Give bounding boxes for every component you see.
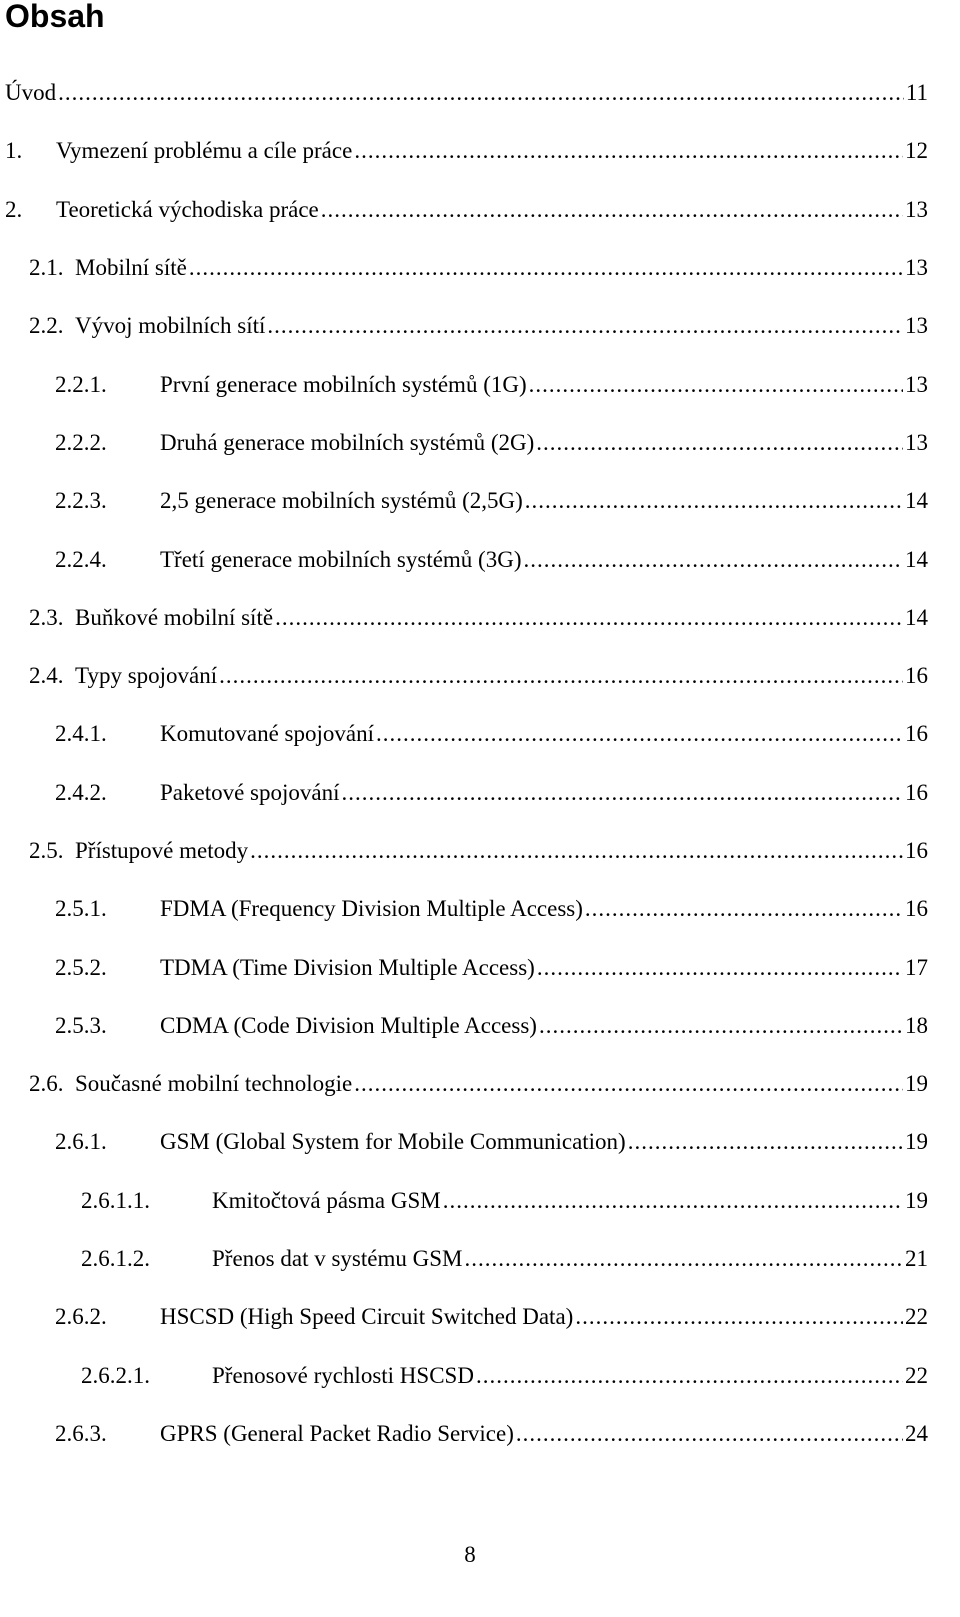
toc-entry-row	[0, 136, 960, 166]
toc-entry-number: 2.6.2.1.	[81, 1362, 150, 1388]
toc-entry[interactable]	[0, 355, 960, 413]
toc-entry-page-number: 16	[905, 663, 928, 689]
toc-entry[interactable]	[0, 822, 960, 880]
toc-entry-row	[0, 778, 960, 808]
dot-leader	[464, 1244, 903, 1274]
toc-entry[interactable]	[0, 414, 960, 472]
toc-entry[interactable]	[0, 1288, 960, 1346]
dot-leader	[354, 1069, 903, 1099]
toc-entry-page-number: 16	[905, 779, 928, 805]
toc-entry-number: 2.6.	[29, 1071, 64, 1097]
toc-entry-row	[0, 545, 960, 575]
toc-entry-number: 2.5.2.	[55, 954, 107, 980]
dot-leader	[575, 1302, 903, 1332]
toc-entry[interactable]	[0, 472, 960, 530]
toc-entry-title: Třetí generace mobilních systémů (3G)	[160, 546, 522, 572]
dot-leader	[376, 719, 903, 749]
toc-entry-row	[0, 836, 960, 866]
toc-entry-page-number: 13	[905, 255, 928, 281]
toc-entry-number: 2.5.	[29, 838, 64, 863]
toc-entry-row	[0, 1186, 960, 1216]
toc-entry-title: Kmitočtová pásma GSM	[212, 1187, 441, 1213]
toc-entry-page-number: 17	[905, 954, 928, 980]
toc-entry[interactable]	[0, 181, 960, 239]
toc-entry-page-number: 13	[905, 429, 928, 455]
toc-entry[interactable]	[0, 1113, 960, 1171]
toc-entry[interactable]	[0, 297, 960, 355]
toc-entry-number: 2.1.	[29, 255, 64, 281]
toc-entry-number: 2.3.	[29, 604, 64, 630]
dot-leader	[321, 195, 903, 225]
toc-entry-title: Vývoj mobilních sítí	[75, 313, 266, 339]
toc-entry[interactable]	[0, 239, 960, 297]
toc-entry[interactable]	[0, 705, 960, 763]
toc-entry-number: 2.	[5, 196, 23, 222]
toc-entry-page-number: 14	[905, 604, 928, 630]
toc-entry[interactable]	[0, 1055, 960, 1113]
toc-entry-title: Druhá generace mobilních systémů (2G)	[160, 429, 535, 455]
dot-leader	[529, 370, 903, 400]
toc-entry-page-number: 16	[905, 896, 928, 922]
dot-leader	[443, 1186, 903, 1216]
toc-entry-row	[0, 1244, 960, 1274]
dot-leader	[524, 545, 904, 575]
table-of-contents	[0, 64, 960, 1463]
toc-entry[interactable]	[0, 997, 960, 1055]
toc-entry-title: Mobilní sítě	[75, 255, 187, 281]
dot-leader	[58, 78, 904, 108]
toc-entry-number: 2.6.2.	[55, 1304, 107, 1330]
toc-entry-row	[0, 370, 960, 400]
toc-entry-title: GSM (Global System for Mobile Communication)	[160, 1129, 626, 1155]
toc-entry-row	[0, 78, 960, 108]
dot-leader	[250, 836, 903, 866]
toc-entry-title: Paketové spojování	[160, 779, 340, 805]
toc-entry-row	[0, 953, 960, 983]
toc-entry[interactable]	[0, 589, 960, 647]
toc-entry-row	[0, 1011, 960, 1041]
dot-leader	[219, 661, 903, 691]
toc-entry[interactable]	[0, 1172, 960, 1230]
toc-entry-number: 2.6.1.1.	[81, 1187, 150, 1213]
toc-entry-title: Současné mobilní technologie	[75, 1071, 353, 1097]
toc-entry[interactable]	[0, 1347, 960, 1405]
dot-leader	[525, 486, 903, 516]
toc-entry-number: 2.6.3.	[55, 1420, 107, 1446]
toc-entry-page-number: 21	[905, 1246, 928, 1272]
toc-heading: Obsah	[5, 0, 105, 34]
toc-entry-title: Typy spojování	[75, 663, 218, 689]
toc-entry-title: 2,5 generace mobilních systémů (2,5G)	[160, 488, 523, 514]
toc-entry[interactable]	[0, 764, 960, 822]
dot-leader	[585, 894, 903, 924]
toc-entry[interactable]	[0, 64, 960, 122]
toc-entry-title: CDMA (Code Division Multiple Access)	[160, 1012, 537, 1038]
toc-entry-row	[0, 486, 960, 516]
toc-entry-title: První generace mobilních systémů (1G)	[160, 371, 527, 397]
toc-entry-row	[0, 1419, 960, 1449]
toc-entry-row	[0, 195, 960, 225]
toc-entry-page-number: 22	[905, 1362, 928, 1388]
toc-entry-row	[0, 719, 960, 749]
toc-entry-page-number: 11	[905, 80, 928, 106]
toc-entry-page-number: 13	[905, 371, 928, 397]
toc-entry-number: 2.2.1.	[55, 371, 107, 397]
toc-entry-page-number: 14	[905, 488, 928, 514]
toc-entry-page-number: 13	[905, 313, 928, 339]
dot-leader	[516, 1419, 903, 1449]
toc-entry-row	[0, 428, 960, 458]
toc-entry-number: 2.2.	[29, 313, 64, 339]
toc-entry-row	[0, 1069, 960, 1099]
toc-entry-row	[0, 894, 960, 924]
toc-entry[interactable]	[0, 647, 960, 705]
toc-entry-number: 2.4.	[29, 663, 64, 689]
toc-entry-number: 1.	[5, 138, 23, 164]
toc-entry-number: 2.6.1.2.	[81, 1246, 150, 1272]
toc-entry-number: 2.2.2.	[55, 429, 107, 455]
toc-entry[interactable]	[0, 1405, 960, 1463]
toc-entry-page-number: 19	[905, 1071, 928, 1097]
dot-leader	[476, 1361, 903, 1391]
toc-entry-title: FDMA (Frequency Division Multiple Access)	[160, 896, 583, 922]
toc-entry-row	[0, 1127, 960, 1157]
dot-leader	[628, 1127, 903, 1157]
toc-entry[interactable]	[0, 1230, 960, 1288]
toc-entry-page-number: 19	[905, 1129, 928, 1155]
dot-leader	[275, 603, 903, 633]
dot-leader	[539, 1011, 903, 1041]
toc-entry-number: 2.4.2.	[55, 779, 107, 805]
toc-entry-page-number: 16	[905, 721, 928, 747]
toc-entry-page-number: 24	[905, 1420, 928, 1446]
dot-leader	[189, 253, 903, 283]
toc-entry-number: 2.6.1.	[55, 1129, 107, 1155]
toc-entry-title: Úvod	[5, 80, 57, 106]
toc-entry-title: TDMA (Time Division Multiple Access)	[160, 954, 535, 980]
footer-page-number: 8	[464, 1542, 476, 1567]
toc-entry-page-number: 13	[905, 196, 928, 222]
toc-entry-row	[0, 661, 960, 691]
dot-leader	[536, 428, 903, 458]
toc-entry-title: Přenos dat v systému GSM	[212, 1246, 463, 1272]
toc-entry[interactable]	[0, 530, 960, 588]
dot-leader	[537, 953, 903, 983]
toc-entry-page-number: 18	[905, 1012, 928, 1038]
dot-leader	[342, 778, 904, 808]
toc-entry-title: Komutované spojování	[160, 721, 374, 747]
toc-entry-page-number: 19	[905, 1187, 928, 1213]
toc-entry-title: Vymezení problému a cíle práce	[56, 138, 353, 164]
toc-entry-number: 2.2.4.	[55, 546, 107, 572]
toc-entry-page-number: 14	[905, 546, 928, 572]
toc-entry-number: 2.5.3.	[55, 1012, 107, 1038]
toc-entry[interactable]	[0, 938, 960, 996]
toc-entry-row	[0, 253, 960, 283]
toc-entry-number: 2.2.3.	[55, 488, 107, 514]
toc-entry-row	[0, 1361, 960, 1391]
toc-entry-row	[0, 603, 960, 633]
toc-entry[interactable]	[0, 122, 960, 180]
dot-leader	[267, 311, 903, 341]
toc-entry[interactable]	[0, 880, 960, 938]
toc-entry-page-number: 22	[905, 1304, 928, 1330]
toc-entry-title: GPRS (General Packet Radio Service)	[160, 1420, 514, 1446]
toc-entry-number: 2.5.1.	[55, 896, 107, 922]
toc-entry-title: Teoretická východiska práce	[56, 196, 319, 222]
toc-entry-page-number: 16	[905, 838, 928, 863]
toc-entry-title: Přístupové metody	[75, 838, 249, 863]
dot-leader	[354, 136, 903, 166]
toc-entry-title: Buňkové mobilní sítě	[75, 604, 274, 630]
toc-entry-title: Přenosové rychlosti HSCSD	[212, 1362, 474, 1388]
toc-entry-row	[0, 1302, 960, 1332]
toc-entry-row	[0, 311, 960, 341]
toc-entry-page-number: 12	[905, 138, 928, 164]
toc-entry-title: HSCSD (High Speed Circuit Switched Data)	[160, 1304, 574, 1330]
toc-entry-number: 2.4.1.	[55, 721, 107, 747]
